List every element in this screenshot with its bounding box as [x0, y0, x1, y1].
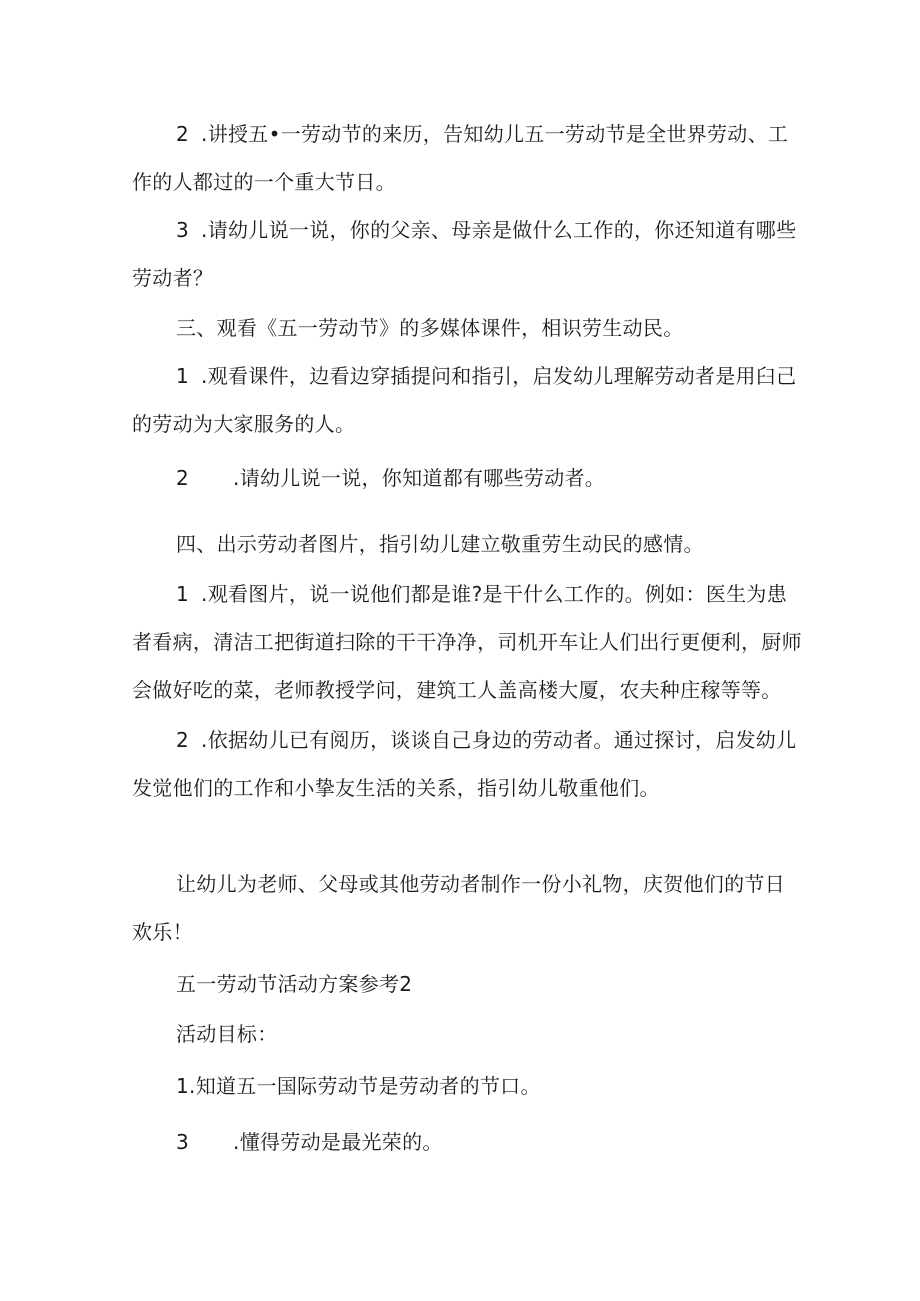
item-number: 2: [176, 466, 190, 490]
item-2-line-1: 2 .讲授五•一劳动节的来历，告知幼儿五一劳动节是全世界劳动、工: [176, 122, 789, 146]
item-2c-line-1: 2 .依据幼儿已有阅历，谈谈自己身边的劳动者。通过探讨，启发幼儿: [176, 728, 797, 752]
item-1-line-1: 1 .观看课件，边看边穿插提问和指引，启发幼儿理解劳动者是用臼己: [176, 364, 797, 388]
item-1-line-2: [132, 410, 355, 438]
paragraph-text: 观看图片，说一说他们都是谁?是干什么工作的。例如：医生为患: [207, 582, 788, 606]
item-1b-line-2: [132, 628, 802, 656]
item-2-line-2: [132, 168, 396, 196]
paragraph-text: 依据幼儿已有阅历，谈谈自己身边的劳动者。通过探讨，启发幼儿: [207, 728, 797, 752]
item-number: 3: [176, 218, 190, 242]
paragraph-text: 的劳动为大家服务的人。: [132, 412, 356, 436]
paragraph-text: 会做好吃的菜，老师教授学问，建筑工人盖高楼大厦，农夫种庄稼等等。: [132, 678, 782, 702]
heading-text: 五一劳动节活动方案参考2: [176, 972, 413, 996]
paragraph-text: 发觉他们的工作和小挚友生活的关系，指引幼儿敬重他们。: [132, 776, 660, 800]
item-number: 1.: [176, 1074, 196, 1098]
paragraph-text: 劳动者？: [132, 266, 214, 290]
objectives-heading: [176, 1020, 278, 1048]
paragraph-text: 欢乐！: [132, 920, 193, 944]
closing-paragraph-line-2: [132, 918, 193, 946]
item-number: 1: [176, 364, 190, 388]
item-1b-line-1: 1 .观看图片，说一说他们都是谁?是干什么工作的。例如：医生为患: [176, 582, 788, 606]
closing-paragraph-line-1: [176, 870, 785, 898]
item-2b-line-1: 2 .请幼儿说一说，你知道都有哪些劳动者。: [176, 466, 606, 490]
item-3-line-1: 3 .请幼儿说一说，你的父亲、母亲是做什么工作的，你还知道有哪些: [176, 218, 797, 242]
item-number: 2: [176, 728, 190, 752]
paragraph-text: 者看病，清洁工把街道扫除的干干净净，司机开车让人们出行更便利，厨师: [132, 630, 802, 654]
section-heading-four: [176, 530, 704, 558]
item-3-line-2: [132, 264, 213, 292]
paragraph-text: 请幼儿说一说，你知道都有哪些劳动者。: [239, 466, 606, 490]
paragraph-text: 请幼儿说一说，你的父亲、母亲是做什么工作的，你还知道有哪些: [207, 218, 797, 242]
section-heading-three: [176, 314, 684, 342]
item-number: 2: [176, 122, 190, 146]
objective-3: 3 .懂得劳动是最光荣的。: [176, 1130, 443, 1154]
heading-text: 活动目标：: [176, 1022, 278, 1046]
paragraph-text: 知道五一国际劳动节是劳动者的节口。: [195, 1074, 541, 1098]
paragraph-text: 观看课件，边看边穿插提问和指引，启发幼儿理解劳动者是用臼己: [207, 364, 797, 388]
item-1b-line-3: [132, 676, 782, 704]
item-number: 3: [176, 1130, 190, 1154]
paragraph-text: 讲授五•一劳动节的来历，告知幼儿五一劳动节是全世界劳动、工: [207, 122, 789, 146]
plan-title: [176, 970, 412, 998]
heading-text: 四、出示劳动者图片，指引幼儿建立敬重劳生动民的感情。: [176, 532, 704, 556]
paragraph-text: 让幼儿为老师、父母或其他劳动者制作一份小礼物，庆贺他们的节日: [176, 872, 785, 896]
item-2c-line-2: [132, 774, 660, 802]
paragraph-text: 懂得劳动是最光荣的。: [239, 1130, 443, 1154]
heading-text: 三、观看《五一劳动节》的多媒体课件，相识劳生动民。: [176, 316, 684, 340]
paragraph-text: 作的人都过的一个重大节日。: [132, 170, 396, 194]
objective-1: [176, 1072, 541, 1100]
item-number: 1: [176, 582, 190, 606]
